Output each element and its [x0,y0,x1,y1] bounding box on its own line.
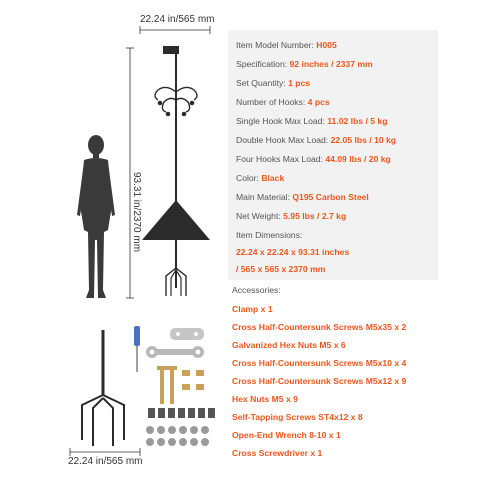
bolts-icon [148,408,215,418]
short-screws-icon [182,370,204,390]
spec-specification: Specification: 92 inches / 2337 mm [236,59,373,69]
screwdriver-icon [134,326,140,372]
clamp-icon [170,328,204,340]
bird-feeder-pole [142,46,210,296]
spec-material: Main Material: Q195 Carbon Steel [236,192,369,202]
accessory-item: Cross Half-Countersunk Screws M5x10 x 4 [232,358,407,368]
spec-model: Item Model Number: H005 [236,40,337,50]
accessory-item: Self-Tapping Screws ST4x12 x 8 [232,412,363,422]
bottom-width-dimension-line [70,448,140,456]
height-label: 93.31 in/2370 mm [131,172,142,253]
spec-number-of-hooks: Number of Hooks: 4 pcs [236,97,330,107]
accessory-item: Cross Screwdriver x 1 [232,448,323,458]
human-silhouette [77,135,115,298]
accessory-item: Hex Nuts M5 x 9 [232,394,298,404]
hex-nuts-icon [146,426,209,446]
wrench-icon [146,346,204,358]
spec-color: Color: Black [236,173,285,183]
spec-net-weight: Net Weight: 5.95 lbs / 2.7 kg [236,211,347,221]
spec-item-dimensions-mm: / 565 x 565 x 2370 mm [236,264,326,274]
ground-stake [82,330,124,446]
spec-item-dimensions-label: Item Dimensions: [236,230,303,240]
accessory-item: Galvanized Hex Nuts M5 x 6 [232,340,346,350]
accessories-title: Accessories: [232,285,281,295]
spec-single-hook-load: Single Hook Max Load: 11.02 lbs / 5 kg [236,116,388,126]
top-width-label: 22.24 in/565 mm [140,14,215,25]
accessory-item: Cross Half-Countersunk Screws M5x35 x 2 [232,322,407,332]
spec-double-hook-load: Double Hook Max Load: 22.05 lbs / 10 kg [236,135,397,145]
accessory-item: Open-End Wrench 8-10 x 1 [232,430,341,440]
long-screws-icon [157,366,177,404]
top-width-dimension-line [140,26,210,34]
accessory-item: Clamp x 1 [232,304,273,314]
accessory-item: Cross Half-Countersunk Screws M5x12 x 9 [232,376,407,386]
spec-item-dimensions-inches: 22.24 x 22.24 x 93.31 inches [236,247,350,257]
spec-four-hooks-load: Four Hooks Max Load: 44.09 lbs / 20 kg [236,154,391,164]
spec-set-quantity: Set Quantity: 1 pcs [236,78,311,88]
bottom-width-label: 22.24 in/565 mm [68,456,143,467]
